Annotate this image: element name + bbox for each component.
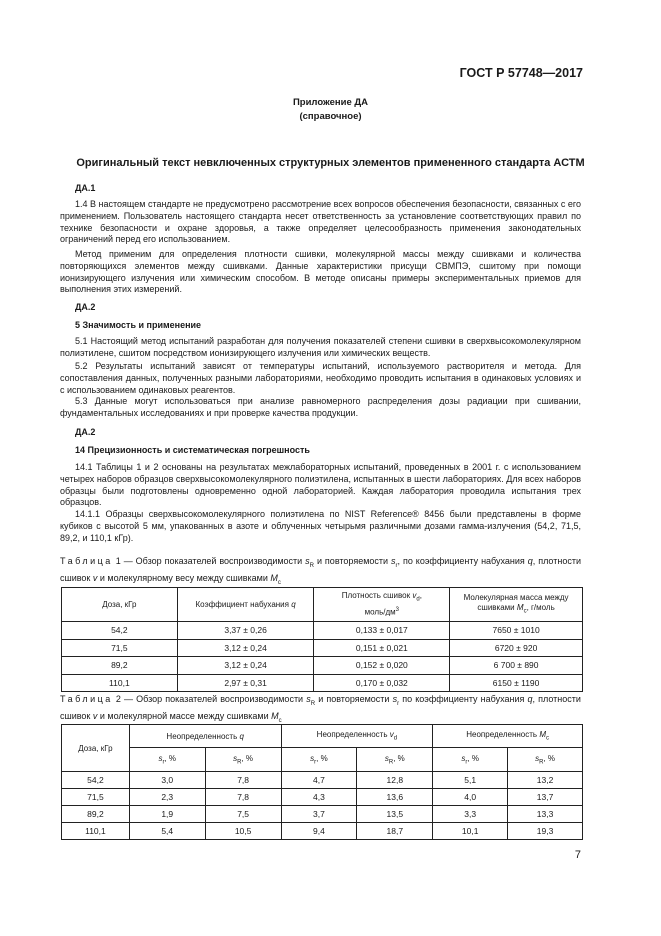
annex-title: Приложение ДА [292, 97, 369, 108]
table-cell: 3,0 [129, 772, 205, 789]
table-cell: 110,1 [62, 674, 178, 692]
paragraph-14-1-1: 14.1.1 Образцы сверхвысокомолекулярного полиэтилена по NIST Reference® 8456 были представлены в форме кубиков с высотой 5 мм, упакованных в азоте и облученных четырьмя различными дозами гамма-излучения (54,2, 71,5, 89,2, и 110,1 кГр). [60, 509, 581, 543]
table-cell: 71,5 [62, 639, 178, 657]
table-row [62, 674, 583, 692]
t2-header-sr-q: $s_r$, % [129, 748, 205, 772]
table-cell: 6150 ± 1190 [450, 674, 583, 692]
t2-header-unc-m: Неопределенность $M_c$ [433, 725, 583, 748]
section-label-da2b: ДА.2 [75, 427, 96, 437]
t1-header-mass: Молекулярная масса между сшивками $M_c$, г/моль [450, 588, 583, 622]
table1-caption: Таблица 1 — Обзор показателей воспроизводимости $s_R$ и повторяемости $s_r$, по коэффициенту набухания q, плотности сшивок v и молекулярному весу между сшивками $M_c$ [60, 556, 581, 586]
table-2 [61, 724, 583, 840]
table-cell: 10,5 [205, 823, 281, 840]
table-cell: 2,97 ± 0,31 [177, 674, 314, 692]
paragraph-5-3: 5.3 Данные могут использоваться при анализе равномерного распределения дозы радиации при сшивании, фундаментальных исследованиях и при проверке качества продукции. [60, 396, 581, 418]
table-row [62, 772, 583, 789]
table-cell: 0,152 ± 0,020 [314, 657, 450, 675]
table-cell: 1,9 [129, 806, 205, 823]
table-cell: 54,2 [62, 622, 178, 640]
table-row [62, 639, 583, 657]
table-row [62, 622, 583, 640]
table-cell: 71,5 [62, 789, 130, 806]
table-cell: 18,7 [357, 823, 433, 840]
table-cell: 5,4 [129, 823, 205, 840]
paragraph-1-4: 1.4 В настоящем стандарте не предусмотрено рассмотрение всех вопросов обеспечения безопасности, связанных с его применением. Пользователь настоящего стандарта несет ответственность за установление соответствующих правил по технике безопасности и охране здоровья, а также определяет целесообразность применения законодательных ограничений перед его использованием. [60, 199, 581, 245]
table-cell: 6720 ± 920 [450, 639, 583, 657]
annex-subtitle: (справочное) [299, 111, 362, 122]
table-row [62, 789, 583, 806]
table-cell: 2,3 [129, 789, 205, 806]
table-cell: 9,4 [281, 823, 357, 840]
table-cell: 89,2 [62, 657, 178, 675]
table-cell: 0,151 ± 0,021 [314, 639, 450, 657]
table-cell: 4,7 [281, 772, 357, 789]
t2-header-sr-m: $s_r$, % [433, 748, 508, 772]
page-number: 7 [574, 849, 581, 861]
t1-header-density: Плотность сшивок $v_d$, моль/$дм^3$ [314, 588, 450, 622]
table-row [62, 806, 583, 823]
table-cell: 3,3 [433, 806, 508, 823]
table-cell: 7,5 [205, 806, 281, 823]
table-cell: 5,1 [433, 772, 508, 789]
t1-header-swell: Коэффициент набухания q [177, 588, 314, 622]
t2-header-unc-q: Неопределенность q [129, 725, 281, 748]
table-cell: 4,3 [281, 789, 357, 806]
table2-header-row-2 [62, 748, 583, 772]
section-title-14: 14 Прецизионность и систематическая погрешность [75, 445, 310, 455]
table1-header-row [62, 588, 583, 622]
table2-header-row-1 [62, 725, 583, 748]
table-cell: 3,7 [281, 806, 357, 823]
table-cell: 10,1 [433, 823, 508, 840]
t2-header-sR-v: $s_R$, % [357, 748, 433, 772]
table-cell: 6 700 ± 890 [450, 657, 583, 675]
table-cell: 110,1 [62, 823, 130, 840]
section-title-5: 5 Значимость и применение [75, 320, 202, 330]
section-label-da2: ДА.2 [75, 302, 96, 312]
table-cell: 12,8 [357, 772, 433, 789]
t2-header-sR-m: $s_R$, % [508, 748, 583, 772]
table-cell: 13,7 [508, 789, 583, 806]
table-cell: 7,8 [205, 789, 281, 806]
paragraph-14-1: 14.1 Таблицы 1 и 2 основаны на результатах межлабораторных испытаний, проведенных в 2001 г. с использованием четырех наборов образцов сверхвысокомолекулярного полиэтилена, испытанных в шести лабораториях. Для всех наборов образцы были подготовлены одновременно одной лабораторией. Каждая лаборатория проводила испытания трех образцов. [60, 462, 581, 508]
table-cell: 3,12 ± 0,24 [177, 639, 314, 657]
main-title: Оригинальный текст невключенных структурных элементов примененного стандарта АСТМ [76, 157, 585, 169]
t2-header-unc-v: Неопределенность $v_d$ [281, 725, 433, 748]
paragraph-5-2: 5.2 Результаты испытаний зависят от температуры испытаний, используемого растворителя и метода. Для сопоставления данных, полученных разными лабораториями, необходимо проводить испытания в одинаковых условиях и с использованием одинаковых реагентов. [60, 361, 581, 395]
t2-header-sr-v: $s_r$, % [281, 748, 357, 772]
table-cell: 4,0 [433, 789, 508, 806]
t2-header-dose: Доза, кГр [62, 725, 130, 772]
table-row [62, 657, 583, 675]
paragraph-5-1: 5.1 Настоящий метод испытаний разработан для получения показателей степени сшивки в сверхвысокомолекулярном полиэтилене, сшитом посредством ионизирующего излучения или химических веществ. [60, 336, 581, 358]
table-cell: 13,2 [508, 772, 583, 789]
table-cell: 0,170 ± 0,032 [314, 674, 450, 692]
table-cell: 13,3 [508, 806, 583, 823]
table-cell: 89,2 [62, 806, 130, 823]
table-1 [61, 587, 583, 692]
paragraph-method: Метод применим для определения плотности сшивки, молекулярной массы между сшивками и количества повторяющихся элементов между сшивками. Данные характеристики присущи СВМПЭ, сшитому при помощи ионизирующего излучения или химическим способом. В методе описаны примеры экспериментальных приемов для выполнения этих измерений. [60, 249, 581, 295]
table2-caption: Таблица 2 — Обзор показателей воспроизводимости $s_R$ и повторяемости $s_r$ по коэффициенту набухания q, плотности сшивок v и молекулярной массе между сшивками $M_c$ [60, 694, 581, 724]
table-cell: 0,133 ± 0,017 [314, 622, 450, 640]
table-cell: 7650 ± 1010 [450, 622, 583, 640]
t1-header-dose: Доза, кГр [62, 588, 178, 622]
section-label-da1: ДА.1 [75, 183, 96, 193]
table-cell: 54,2 [62, 772, 130, 789]
table-cell: 19,3 [508, 823, 583, 840]
table-cell: 7,8 [205, 772, 281, 789]
table-cell: 13,5 [357, 806, 433, 823]
standard-header: ГОСТ Р 57748—2017 [459, 66, 583, 80]
table-row [62, 823, 583, 840]
table-cell: 3,37 ± 0,26 [177, 622, 314, 640]
table-cell: 3,12 ± 0,24 [177, 657, 314, 675]
table-cell: 13,6 [357, 789, 433, 806]
t2-header-sR-q: $s_R$, % [205, 748, 281, 772]
